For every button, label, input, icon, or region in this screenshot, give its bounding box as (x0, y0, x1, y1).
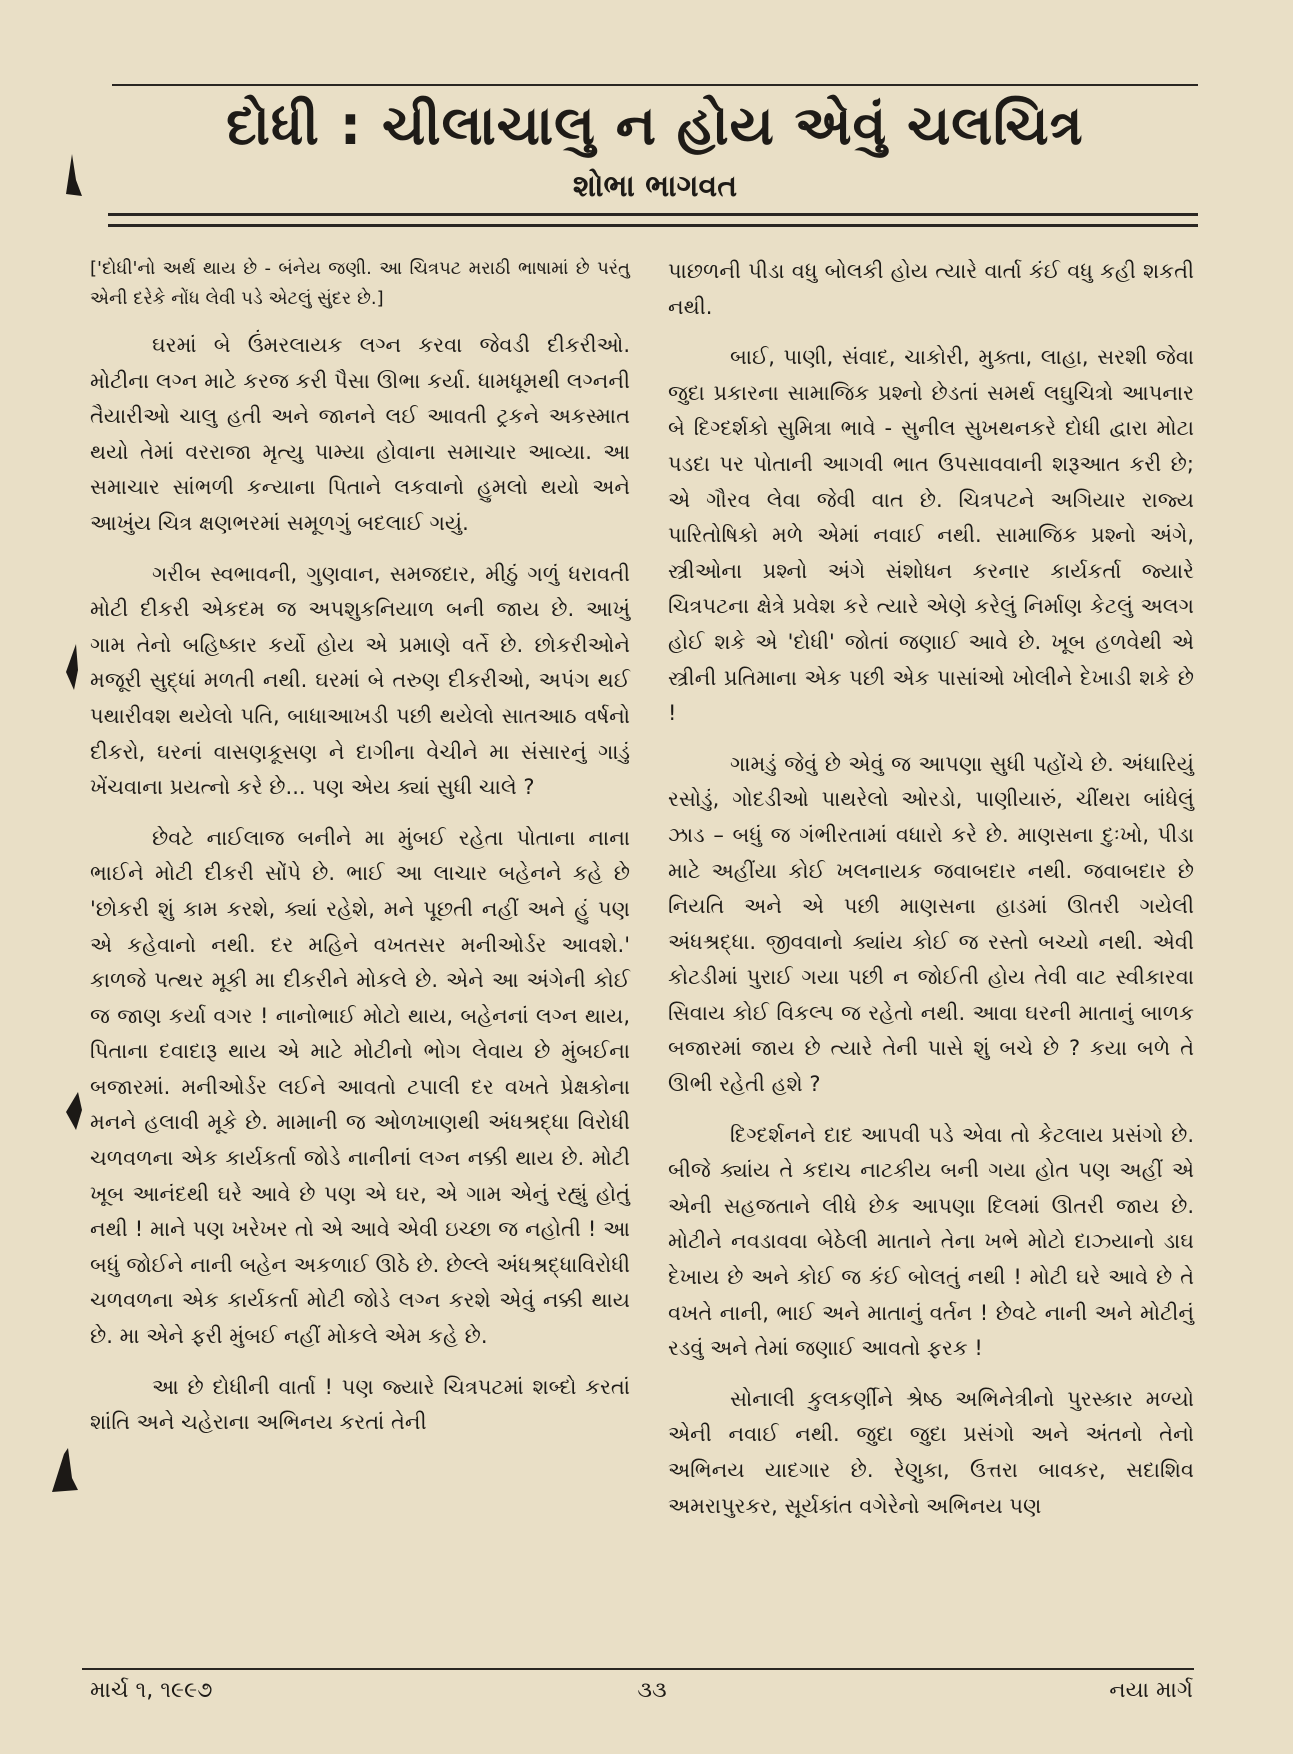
article-column-left (90, 254, 630, 1441)
article-paragraph: ઘરમાં બે ઉંમરલાયક લગ્ન કરવા જેવડી દીકરીઓ. મોટીના લગ્ન માટે કરજ કરી પૈસા ઊભા કર્યા. ધામધૂમથી લગ્નની તૈયારીઓ ચાલુ હતી અને જાનને લઈ આવતી ટ્રકને અકસ્માત થયો તેમાં વરરાજા મૃત્યુ પામ્યા હોવાના સમાચાર આવ્યા. આ સમાચાર સાંભળી કન્યાના પિતાને લકવાનો હુમલો થયો અને આખુંય ચિત્ર ક્ષણભરમાં સમૂળગું બદલાઈ ગયું. (90, 333, 630, 535)
title-double-rule-lower (108, 224, 1198, 227)
article-paragraph: સોનાલી કુલકર્ણીને શ્રેષ્ઠ અભિનેત્રીનો પુરસ્કાર મળ્યો એની નવાઈ નથી. જુદા જુદા પ્રસંગો અને અંતનો તેનો અભિનય યાદગાર છે. રેણુકા, ઉત્તરા બાવકર, સદાશિવ અમરાપુરકર, સૂર્યકાંત વગેરેનો અભિનય પણ (668, 1386, 1194, 1518)
article-column-right (668, 254, 1194, 1524)
footer-rule (82, 1668, 1194, 1670)
article-paragraph: પાછળની પીડા વધુ બોલકી હોય ત્યારે વાર્તા કંઈ વધુ કહી શકતી નથી. (668, 259, 1194, 319)
article-title: દોધી : ચીલાચાલુ ન હોય એવું ચલચિત્ર (226, 94, 1084, 157)
article-intro-note: ['દોધી'નો અર્થ થાય છે - બંનેય જણી. આ ચિત્રપટ મરાઠી ભાષામાં છે પરંતુ એની દરેકે નોંધ લેવી પડે એટલું સુંદર છે.] (90, 258, 630, 309)
article-paragraph: આ છે દોધીની વાર્તા ! પણ જ્યારે ચિત્રપટમાં શબ્દો કરતાં શાંતિ અને ચહેરાના અભિનય કરતાં તેની (90, 1374, 630, 1435)
article-author: શોભા ભાગવત (572, 169, 738, 204)
article-paragraph: ગામડું જેવું છે એવું જ આપણા સુધી પહોંચે છે. અંધારિયું રસોડું, ગોદડીઓ પાથરેલો ઓરડો, પાણીયારું, ચીંથરા બાંધેલું ઝાડ – બધું જ ગંભીરતામાં વધારો કરે છે. માણસના દુઃખો, પીડા માટે અહીંયા કોઈ ખલનાયક જવાબદાર નથી. જવાબદાર છે નિયતિ અને એ પછી માણસના હાડમાં ઊતરી ગયેલી અંધશ્રદ્ધા. જીવવાનો ક્યાંય કોઈ જ રસ્તો બચ્યો નથી. એવી કોટડીમાં પુરાઈ ગયા પછી ન જોઈતી હોય તેવી વાટ સ્વીકારવા સિવાય કોઈ વિકલ્પ જ રહેતો નથી. આવા ઘરની માતાનું બાળક બજારમાં જાય છે ત્યારે તેની પાસે શું બચે છે ? કયા બળે તે ઊભી રહેતી હશે ? (668, 751, 1194, 1097)
footer-date: માર્ચ ૧, ૧૯૯૭ (90, 1678, 213, 1703)
article-paragraph: ગરીબ સ્વભાવની, ગુણવાન, સમજદાર, મીઠું ગળું ધરાવતી મોટી દીકરી એકદમ જ અપશુકનિયાળ બની જાય છે. આખું ગામ તેનો બહિષ્કાર કર્યો હોય એ પ્રમાણે વર્તે છે. છોકરીઓને મજૂરી સુદ્ધાં મળતી નથી. ઘરમાં બે તરુણ દીકરીઓ, અપંગ થઈ પથારીવશ થયેલો પતિ, બાધાઆખડી પછી થયેલો સાતઆઠ વર્ષનો દીકરો, ઘરનાં વાસણકૂસણ ને દાગીના વેચીને મા સંસારનું ગાડું ખેંચવાના પ્રયત્નો કરે છે... પણ એય ક્યાં સુધી ચાલે ? (90, 561, 630, 800)
article-paragraph: છેવટે નાઈલાજ બનીને મા મુંબઈ રહેતા પોતાના નાના ભાઈને મોટી દીકરી સોંપે છે. ભાઈ આ લાચાર બહેનને કહે છે 'છોકરી શું કામ કરશે, ક્યાં રહેશે, મને પૂછતી નહીં અને હું પણ એ કહેવાનો નથી. દર મહિને વખતસર મનીઓર્ડર આવશે.' કાળજે પત્થર મૂકી મા દીકરીને મોકલે છે. એને આ અંગેની કોઈ જ જાણ કર્યા વગર ! નાનોભાઈ મોટો થાય, બહેનનાં લગ્ન થાય, પિતાના દવાદારૂ થાય એ માટે મોટીનો ભોગ લેવાય છે મુંબઈના બજારમાં. મનીઓર્ડર લઈને આવતો ટપાલી દર વખતે પ્રેક્ષકોના મનને હલાવી મૂકે છે. મામાની જ ઓળખાણથી અંધશ્રદ્ધા વિરોધી ચળવળના એક કાર્યકર્તા જોડે નાનીનાં લગ્ન નક્કી થાય છે. મોટી ખૂબ આનંદથી ઘરે આવે છે પણ એ ઘર, એ ગામ એનું રહ્યું હોતું નથી ! માને પણ ખરેખર તો એ આવે એવી ઇચ્છા જ નહોતી ! આ બધું જોઈને નાની બહેન અકળાઈ ઊઠે છે. છેલ્લે અંધશ્રદ્ધાવિરોધી ચળવળના એક કાર્યકર્તા મોટી જોડે લગ્ન કરશે એવું નક્કી થાય છે. મા એને ફરી મુંબઈ નહીં મોકલે એમ કહે છે. (90, 825, 630, 1349)
article-paragraph: બાઈ, પાણી, સંવાદ, ચાકોરી, મુક્તા, લાહા, સરશી જેવા જુદા પ્રકારના સામાજિક પ્રશ્નો છેડતાં સમર્થ લઘુચિત્રો આપનાર બે દિગ્દર્શકો સુમિત્રા ભાવે - સુનીલ સુખથનકરે દોધી દ્વારા મોટા પડદા પર પોતાની આગવી ભાત ઉપસાવવાની શરૂઆત કરી છે; એ ગૌરવ લેવા જેવી વાત છે. ચિત્રપટને અગિયાર રાજ્ય પારિતોષિકો મળે એમાં નવાઈ નથી. સામાજિક પ્રશ્નો અંગે, સ્ત્રીઓના પ્રશ્નો અંગે સંશોધન કરનાર કાર્યકર્તા જ્યારે ચિત્રપટના ક્ષેત્રે પ્રવેશ કરે ત્યારે એણે કરેલું નિર્માણ કેટલું અલગ હોઈ શકે એ 'દોધી' જોતાં જણાઈ આવે છે. ખૂબ હળવેથી એ સ્ત્રીની પ્રતિમાના એક પછી એક પાસાંઓ ખોલીને દેખાડી શકે છે ! (668, 345, 1194, 726)
header-top-rule (112, 84, 1198, 86)
article-paragraph: દિગ્દર્શનને દાદ આપવી પડે એવા તો કેટલાય પ્રસંગો છે. બીજે ક્યાંય તે કદાચ નાટકીય બની ગયા હોત પણ અહીં એ એની સહજતાને લીધે છેક આપણા દિલમાં ઊતરી જાય છે. મોટીને નવડાવવા બેઠેલી માતાને તેના ખભે મોટો દાઝ્યાનો ડાઘ દેખાય છે અને કોઈ જ કંઈ બોલતું નથી ! મોટી ઘરે આવે છે તે વખતે નાની, ભાઈ અને માતાનું વર્તન ! છેવટે નાની અને મોટીનું રડવું અને તેમાં જણાઈ આવતો ફરક ! (668, 1122, 1194, 1361)
magazine-name: નયા માર્ગ (1109, 1678, 1193, 1703)
page-number: ૩૩ (637, 1678, 667, 1703)
title-double-rule-upper (108, 213, 1198, 216)
